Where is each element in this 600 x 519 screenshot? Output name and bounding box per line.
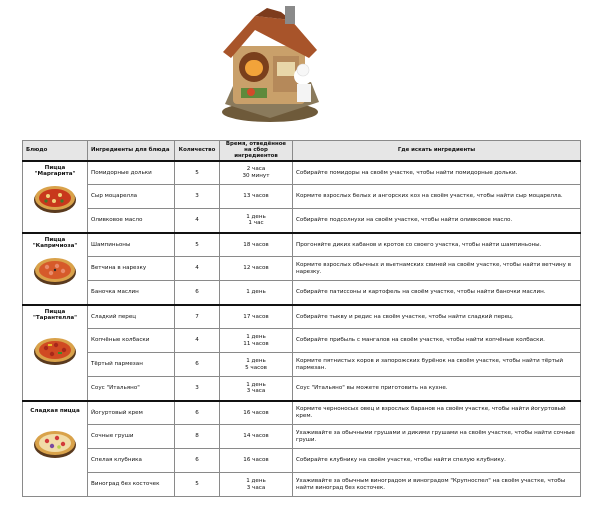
table-row: [23, 209, 581, 233]
ingredient-time: [220, 209, 293, 233]
table-row: [23, 185, 581, 209]
ingredient-time: [220, 329, 293, 353]
dish-name-line2: "Маргарита": [34, 171, 76, 178]
time-line1: 18 часов: [243, 241, 269, 248]
ingredient-where: Собирайте клубнику на своём участке, чтобы найти спелую клубнику.: [293, 449, 581, 473]
ingredient-time: [220, 401, 293, 425]
ingredient-quantity: 3: [175, 185, 220, 209]
header-time: Время, отведённое на сбор ингредиентов: [220, 141, 293, 161]
ingredient-time: [220, 449, 293, 473]
table-row: [23, 401, 581, 425]
ingredient-time: [220, 305, 293, 329]
pizza-icon: [32, 253, 78, 287]
ingredient-where: Кормите взрослых обычных и вьетнамских свиней на своём участке, чтобы найти ветчину в нарезку.: [293, 257, 581, 281]
time-line1: 1 день: [246, 358, 266, 365]
dish-name-line1: Пицца: [44, 164, 66, 171]
ingredient-where: Собирайте подсолнухи на своём участке, чтобы найти оливковое масло.: [293, 209, 581, 233]
ingredient-quantity: 4: [175, 209, 220, 233]
pizza-icon: [32, 333, 78, 367]
time-line2: 3 часа: [246, 484, 266, 491]
time-line1: 1 день: [246, 289, 266, 296]
dish-name-line1: Пицца: [44, 308, 66, 315]
dish-cell: [23, 233, 88, 305]
table-row: [23, 449, 581, 473]
ingredient-time: [220, 473, 293, 497]
time-line1: 1 день: [246, 213, 266, 220]
header-dish: Блюдо: [23, 141, 88, 161]
ingredient-name: Виноград без косточек: [88, 473, 175, 497]
table-row: [23, 329, 581, 353]
ingredient-time: [220, 185, 293, 209]
table-row: [23, 353, 581, 377]
time-line1: 1 день: [246, 478, 266, 485]
ingredient-name: Йогуртовый крем: [88, 401, 175, 425]
ingredient-quantity: 6: [175, 449, 220, 473]
ingredient-where: Кормите пятнистых коров и запорожских бурёнок на своём участке, чтобы найти тёртый пармезан.: [293, 353, 581, 377]
ingredient-quantity: 6: [175, 401, 220, 425]
header-ingredients: Ингредиенты для блюда: [88, 141, 175, 161]
ingredient-where: Собирайте прибыль с мангалов на своём участке, чтобы найти копчёные колбаски.: [293, 329, 581, 353]
time-line1: 1 день: [246, 381, 266, 388]
ingredient-name: Шампиньоны: [88, 233, 175, 257]
ingredient-quantity: 5: [175, 473, 220, 497]
ingredient-quantity: 4: [175, 329, 220, 353]
ingredient-quantity: 5: [175, 233, 220, 257]
table-row: [23, 257, 581, 281]
pizza-icon: [32, 426, 78, 460]
dish-cell: [23, 161, 88, 233]
table-row: [23, 161, 581, 185]
dish-name-line1: Сладкая пицца: [30, 407, 80, 414]
header-where: Где искать ингредиенты: [293, 141, 581, 161]
table-row: [23, 305, 581, 329]
time-line1: 13 часов: [243, 193, 269, 200]
ingredient-where: Собирайте помидоры на своём участке, чтобы найти помидорные дольки.: [293, 161, 581, 185]
ingredient-name: Тёртый пармезан: [88, 353, 175, 377]
time-line2: 30 минут: [242, 172, 270, 179]
ingredient-name: Сладкий перец: [88, 305, 175, 329]
ingredient-time: [220, 377, 293, 401]
ingredient-name: Соус "Итальяно": [88, 377, 175, 401]
table-header-row: [23, 141, 581, 161]
time-line1: 16 часов: [243, 409, 269, 416]
ingredient-where: Ухаживайте за обычными грушами и дикими грушами на своём участке, чтобы найти сочные груши.: [293, 425, 581, 449]
time-line1: 1 день: [246, 334, 266, 341]
ingredient-quantity: 8: [175, 425, 220, 449]
ingredient-quantity: 6: [175, 281, 220, 305]
ingredient-where: Собирайте тыкву и редис на своём участке, чтобы найти сладкий перец.: [293, 305, 581, 329]
ingredient-where: Прогоняйте диких кабанов и кротов со своего участка, чтобы найти шампиньоны.: [293, 233, 581, 257]
ingredient-where: Ухаживайте за обычным виноградом и виноградом "Крупноспел" на своём участке, чтобы найти виноград без косточек.: [293, 473, 581, 497]
dish-name-line2: "Тарантелла": [32, 315, 78, 322]
ingredient-quantity: 3: [175, 377, 220, 401]
time-line1: 17 часов: [243, 313, 269, 320]
header-quantity: Количество: [175, 141, 220, 161]
ingredient-name: Помидорные дольки: [88, 161, 175, 185]
time-line1: 16 часов: [243, 457, 269, 464]
ingredient-name: Сочные груши: [88, 425, 175, 449]
ingredient-time: [220, 257, 293, 281]
ingredient-time: [220, 425, 293, 449]
dish-name-line2: "Капричиоза": [32, 243, 78, 250]
ingredient-time: [220, 161, 293, 185]
ingredient-where: Кормите взрослых белых и ангорских коз на своём участке, чтобы найти сыр моцарелла.: [293, 185, 581, 209]
time-line2: 5 часов: [245, 364, 267, 371]
time-line2: 3 часа: [246, 388, 266, 395]
dish-cell: [23, 305, 88, 401]
time-line2: 1 час: [248, 220, 264, 227]
ingredient-time: [220, 353, 293, 377]
table-row: [23, 377, 581, 401]
time-line1: 12 часов: [243, 265, 269, 272]
time-line1: 14 часов: [243, 433, 269, 440]
ingredient-name: Спелая клубника: [88, 449, 175, 473]
ingredient-quantity: 5: [175, 161, 220, 185]
pizzeria-building-icon: [215, 6, 325, 124]
ingredient-name: Сыр моцарелла: [88, 185, 175, 209]
table-row: [23, 281, 581, 305]
dish-name-line1: Пицца: [44, 236, 66, 243]
recipes-table: [22, 140, 581, 497]
ingredient-quantity: 7: [175, 305, 220, 329]
ingredient-where: Соус "Итальяно" вы можете приготовить на кухне.: [293, 377, 581, 401]
pizza-icon: [32, 181, 78, 215]
time-line2: 11 часов: [243, 340, 269, 347]
ingredient-name: Оливковое масло: [88, 209, 175, 233]
ingredient-where: Собирайте патиссоны и картофель на своём участке, чтобы найти баночки маслин.: [293, 281, 581, 305]
time-line1: 2 часа: [246, 166, 266, 173]
ingredient-name: Баночка маслин: [88, 281, 175, 305]
table-row: [23, 473, 581, 497]
ingredient-time: [220, 233, 293, 257]
table-row: [23, 233, 581, 257]
ingredient-quantity: 6: [175, 353, 220, 377]
dish-cell: [23, 401, 88, 497]
ingredient-time: [220, 281, 293, 305]
ingredient-quantity: 4: [175, 257, 220, 281]
ingredient-where: Кормите черноносых овец и взрослых баранов на своём участке, чтобы найти йогуртовый крем.: [293, 401, 581, 425]
table-row: [23, 425, 581, 449]
ingredient-name: Копчёные колбаски: [88, 329, 175, 353]
ingredient-name: Ветчина в нарезку: [88, 257, 175, 281]
